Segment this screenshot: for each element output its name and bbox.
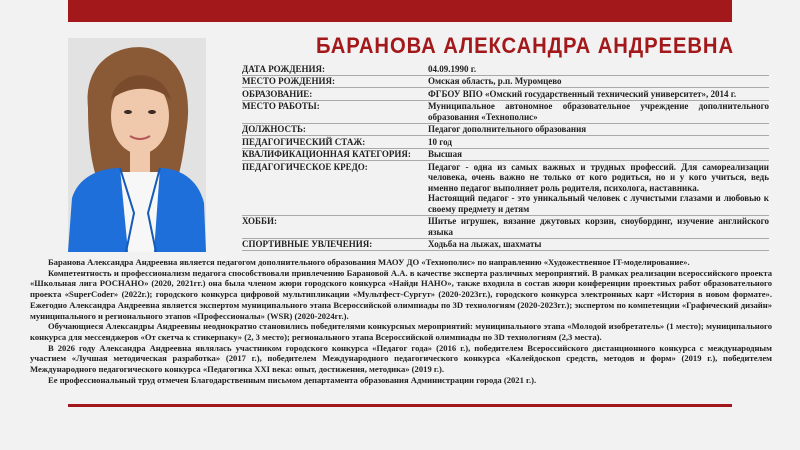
- info-value: Педагог дополнительного образования: [428, 124, 587, 134]
- info-value: Муниципальное автономное образовательное учреждение дополнительного образования «Технополис»: [428, 101, 769, 122]
- info-value: Ходьба на лыжах, шахматы: [428, 239, 542, 249]
- info-row-position: [242, 124, 769, 137]
- info-value-secondary: Настоящий педагог - это уникальный человек с лучистыми глазами и любовью к своему предмету и детям: [428, 193, 769, 214]
- bio-paragraph: Компетентность и профессионализм педагога способствовали привлечению Барановой А.А. в качестве эксперта различных мероприятий. В рамках реализации всероссийского проекта «Школьная лига РОСНАНО» (2020, 2021гг.) она была членом жюри городского конкурса «Найди НАНО», также входила в состав жюри конференции проектных работ образовательного проекта «SuperCoder» (2022г.); городского конкурса цифровой мультипликации «Мультфест-Сургут» (2020-2023гг.), городского конкурса электронных карт «История в новом формате». Ежегодно Александра Андреевна является экспертом муниципального этапа Всероссийской олимпиады по 3D технологиям (2020-2023гг.); экспертом по компетенции «Графический дизайн» муниципального и регионального этапов «Профессионалы» (WSR) (2020-2024гг.).: [30, 267, 772, 321]
- info-label: ПЕДАГОГИЧЕСКОЕ КРЕДО:: [242, 161, 368, 172]
- info-row-workplace: [242, 101, 769, 124]
- info-row-education: [242, 88, 769, 101]
- info-label: МЕСТО РОЖДЕНИЯ:: [242, 76, 335, 86]
- biography-text: [30, 257, 772, 385]
- info-label: ПЕДАГОГИЧЕСКИЙ СТАЖ:: [242, 136, 366, 147]
- info-label: ДАТА РОЖДЕНИЯ:: [242, 63, 326, 74]
- info-row-birth-place: [242, 76, 769, 89]
- info-value: Высшая: [428, 149, 462, 159]
- info-row-credo: [242, 161, 769, 216]
- info-value: 04.09.1990 г.: [428, 63, 477, 74]
- top-accent-bar: [68, 0, 732, 22]
- info-row-experience: [242, 136, 769, 149]
- portrait-photo: [68, 38, 206, 252]
- info-value: Омская область, р.п. Муромцево: [428, 76, 562, 86]
- info-label: ОБРАЗОВАНИЕ:: [242, 88, 313, 99]
- bio-paragraph: Ее профессиональный труд отмечен Благодарственным письмом департамента образования Администрации города (2021 г.).: [48, 374, 537, 385]
- bio-paragraph: В 2026 году Александра Андреевна являлась участником городского конкурса «Педагог года» (2016 г.), победителем Всероссийского дистанционного конкурса с международным участием «Лучшая методическая разработка» (2017 г.), победителем Международного педагогического конкурса «Калейдоскоп средств, методов и форм» (2019 г.), победителем Международного педагогического конкурса «Педагогика XXI века: опыт, достижения, методика» (2019 г.).: [30, 342, 772, 375]
- info-value: 10 год: [428, 136, 452, 147]
- info-table: [242, 63, 769, 251]
- info-label: ДОЛЖНОСТЬ:: [242, 124, 306, 134]
- info-label: ХОББИ:: [242, 216, 277, 226]
- info-value: Шитье игрушек, вязание джутовых корзин, сноубординг, изучение английского языка: [428, 216, 769, 237]
- bottom-accent-line: [68, 404, 732, 407]
- bio-paragraph: Баранова Александра Андреевна является педагогом дополнительного образования МАОУ ДО «Технополис» по направлению «Художественное IT-моделирование».: [48, 257, 690, 267]
- info-row-birth-date: [242, 63, 769, 76]
- info-row-hobby: [242, 216, 769, 239]
- bio-paragraph: Обучающиеся Александры Андреевны неоднократно становились победителями конкурсных мероприятий: муниципального этапа «Молодой изобретатель» (1 место); муниципального конкурса для мессенджеров «От скетча к стикерпаку» (2, 3 место); регионального этапа Всероссийской олимпиады по 3D технологиям (2,3 места).: [30, 321, 772, 342]
- info-value: Педагог - одна из самых важных и трудных профессий. Для самореализации человека, очень важно не только от кого родиться, но и у кого учиться, ведь именно педагог выполняет роль родителя, психолога, наставника.: [428, 161, 769, 193]
- info-label: МЕСТО РАБОТЫ:: [242, 101, 320, 111]
- page-title: БАРАНОВА АЛЕКСАНДРА АНДРЕЕВНА: [316, 33, 735, 58]
- info-row-category: [242, 149, 769, 162]
- info-label: СПОРТИВНЫЕ УВЛЕЧЕНИЯ:: [242, 239, 373, 249]
- info-value-group: [428, 162, 769, 215]
- portrait-image: [68, 38, 206, 252]
- info-row-sports: [242, 239, 769, 252]
- info-label: КВАЛИФИКАЦИОННАЯ КАТЕГОРИЯ:: [242, 149, 411, 159]
- info-value: ФГБОУ ВПО «Омский государственный технический университет», 2014 г.: [428, 88, 737, 99]
